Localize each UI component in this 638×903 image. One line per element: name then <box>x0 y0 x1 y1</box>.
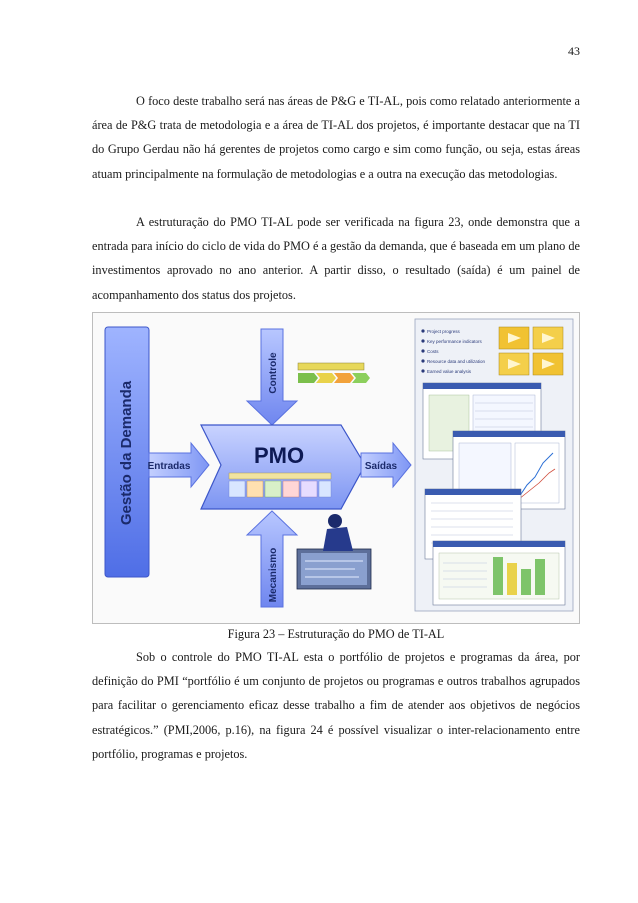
outputs-item-earned-value: Earned value analysis <box>427 369 472 374</box>
gestao-demanda-label: Gestão da Demanda <box>118 380 135 526</box>
outputs-item-costs: Costs <box>427 349 439 354</box>
controle-label: Controle <box>268 352 279 394</box>
outputs-item-resource-data: Resource data and utilization <box>427 359 486 364</box>
pmo-diagram <box>93 313 579 623</box>
pmo-label: PMO <box>253 443 305 468</box>
mecanismo-label: Mecanismo <box>268 547 279 603</box>
paragraph-portfolio: Sob o controle do PMO TI-AL esta o portfólio de projetos e programas da área, por definição do PMI “portfólio é um conjunto de projetos ou programas e outros trabalhos agrupados para facilitar o gerenciamento eficaz desse trabalho a fim de atender aos objetivos de negócios estratégicos.” (PMI,2006, p.16), na figura 24 é possível visualizar o inter-relacionamento entre portfólio, programas e projetos. <box>92 650 580 761</box>
paragraph-structure: A estruturação do PMO TI-AL pode ser verificada na figura 23, onde demonstra que a entrada para início do ciclo de vida do PMO é a gestão da demanda, que é baseada em um plano de investimentos aprovado no ano anterior. A partir disso, o resultado (saída) é um painel de acompanhamento dos status dos projetos. <box>92 215 580 302</box>
entradas-label: Entradas <box>147 461 191 472</box>
figure-caption: Figura 23 – Estruturação do PMO de TI-AL <box>227 627 445 641</box>
saidas-label: Saídas <box>364 461 398 472</box>
outputs-item-project-progress: Project progress <box>427 329 460 334</box>
paragraph-focus: O foco deste trabalho será nas áreas de P&G e TI-AL, pois como relatado anteriormente a área de P&G trata de metodologia e a área de TI-AL dos projetos, é importante destacar que na TI do Grupo Gerdau não há gerentes de projetos como cargo e sim como função, ou seja, estas áreas atuam principalmente na formulação de metodologias e a outra na execução das metodologias. <box>92 94 580 181</box>
page-number: 43 <box>568 44 580 58</box>
outputs-item-kpi: Key performance indicators <box>427 339 482 344</box>
mecanismo-screen-image <box>297 514 371 589</box>
figure-pmo-structure <box>92 312 580 624</box>
pmo-process-chart <box>229 473 331 497</box>
controle-chevron-diagram <box>298 363 370 383</box>
